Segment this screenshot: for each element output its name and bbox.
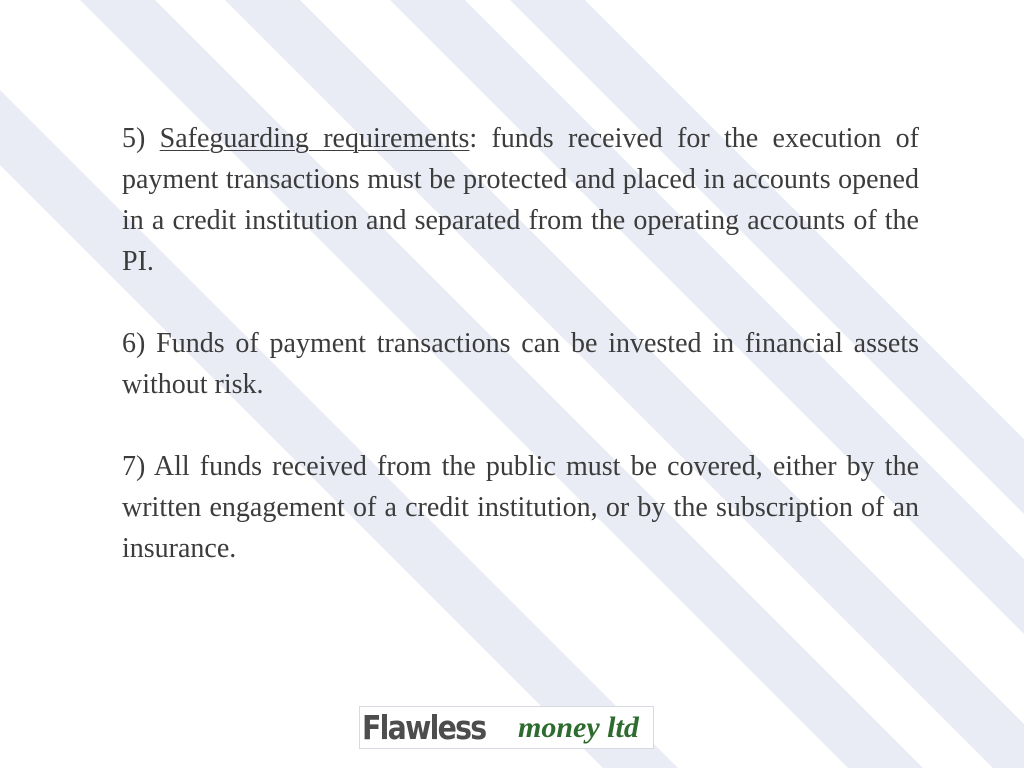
paragraph-text: : funds received for the execution of payment transactions must be protected and placed in accounts opened in a credit institution and separated from the operating accounts of the PI. xyxy=(122,123,919,277)
paragraph-investment: 6) Funds of payment transactions can be invested in financial assets without risk. xyxy=(122,328,919,400)
item-number: 5) xyxy=(122,123,146,154)
company-logo xyxy=(359,706,654,749)
safeguarding-term: Safeguarding requirements xyxy=(159,123,470,154)
logo-sub-text: money ltd xyxy=(518,710,639,744)
logo-main-text: Flawless xyxy=(362,708,486,747)
paragraph-safeguarding xyxy=(122,118,919,282)
slide-content xyxy=(122,118,919,610)
paragraph-coverage: 7) All funds received from the public must be covered, either by the written engagement of a credit institution, or by the subscription of an insurance. xyxy=(122,451,919,564)
